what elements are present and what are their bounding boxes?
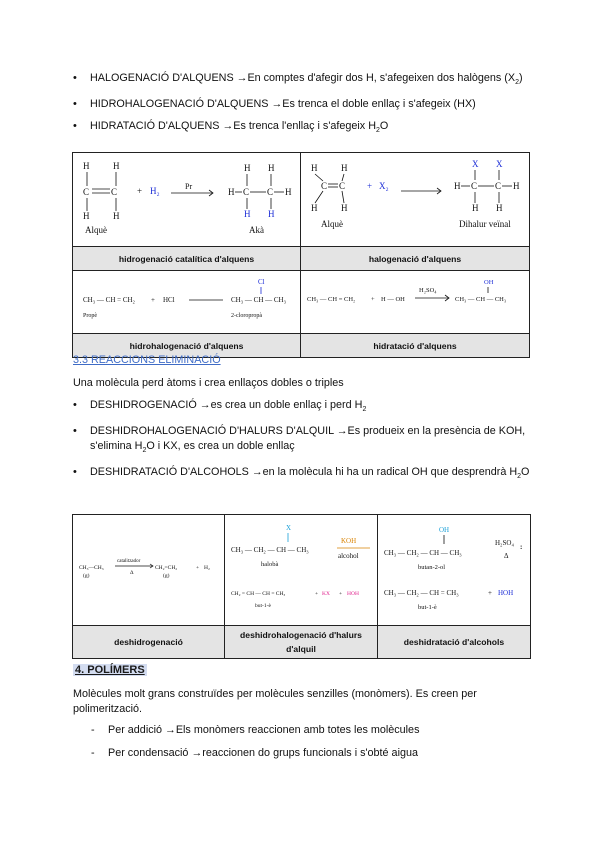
svg-text:H: H: [113, 211, 120, 221]
svg-text:Δ: Δ: [504, 552, 509, 560]
x2-reagent: X₂: [379, 181, 389, 191]
svg-text:Alquè: Alquè: [321, 219, 343, 229]
list-item: • DESHIDRATACIÓ D'ALCOHOLS →en la molècula hi ha un radical OH que desprendrà $H_2O$: [90, 465, 530, 484]
list-item: • DESHIDROGENACIÓ →es crea un doble enllaç i perd $H_2$: [90, 398, 530, 417]
svg-text:CH₃ — CH = CH₂: CH₃ — CH = CH₂: [307, 296, 356, 303]
svg-text:+: +: [315, 591, 319, 597]
svg-text:CH₃ — CH₂ — CH — CH₃: CH₃ — CH₂ — CH — CH₃: [384, 549, 462, 557]
svg-text:(g): (g): [163, 573, 170, 579]
svg-text:+: +: [151, 296, 155, 304]
svg-text:CH₃ — CH — CH₃: CH₃ — CH — CH₃: [455, 296, 507, 303]
svg-text:H: H: [83, 211, 90, 221]
hydrogenation-diagram: [73, 153, 300, 241]
svg-text:Pr: Pr: [185, 182, 193, 191]
svg-text:C: C: [111, 187, 118, 197]
svg-text:Cl: Cl: [258, 278, 265, 286]
table-caption: hidrohalogenació d'alquens: [73, 334, 301, 358]
section-heading: 4. POLÍMERS: [75, 664, 145, 676]
svg-text::: :: [520, 543, 523, 551]
svg-text:Δ: Δ: [130, 570, 134, 576]
svg-text:H: H: [311, 163, 318, 173]
svg-text:(g): (g): [83, 573, 90, 579]
svg-text:H: H: [472, 203, 479, 213]
svg-text:H — OH: H — OH: [381, 296, 405, 303]
svg-text:H: H: [113, 161, 120, 171]
hydrohalogenation-figure: [73, 271, 301, 334]
svg-text:H: H: [285, 187, 292, 197]
hydrogenation-figure: [73, 153, 301, 247]
hydration-diagram: [301, 271, 529, 328]
svg-text:halobà: halobà: [261, 561, 279, 568]
svg-text:+: +: [196, 565, 200, 571]
svg-text:KOH: KOH: [341, 537, 357, 545]
svg-text:X: X: [496, 159, 503, 169]
svg-text:but-1-è: but-1-è: [418, 604, 437, 611]
alquens-reactions-list: [90, 71, 530, 145]
list-item: • HIDROHALOGENACIÓ D'ALQUENS →Es trenca el doble enllaç i s'afegeix (HX): [90, 97, 530, 112]
svg-text:Dihalur veïnal: Dihalur veïnal: [459, 219, 511, 229]
polymer-types-list: [108, 723, 538, 769]
dehydrohalogenation-diagram: [225, 515, 377, 620]
svg-text:CH₂=CH₂: CH₂=CH₂: [155, 565, 178, 571]
svg-text:HOH: HOH: [498, 589, 514, 597]
svg-text:H: H: [311, 203, 318, 213]
table-caption: hidrogenació catalítica d'alquens: [73, 247, 301, 271]
svg-text:+: +: [339, 591, 343, 597]
section-subtitle: 3.3 REACCIONS ELIMINACIÓ: [73, 354, 221, 366]
svg-text:KX: KX: [322, 591, 330, 597]
table-caption: hidratació d'alquens: [301, 334, 530, 358]
hydrohalogenation-diagram: [73, 271, 300, 328]
halogenation-figure: [301, 153, 530, 247]
hydration-figure: [301, 271, 530, 334]
svg-text:C: C: [321, 181, 328, 191]
svg-text:HCl: HCl: [163, 296, 175, 304]
svg-text:Propè: Propè: [83, 313, 97, 319]
svg-text:H: H: [244, 163, 251, 173]
svg-text:CH₃ — CH₂ — CH — CH₃: CH₃ — CH₂ — CH — CH₃: [231, 546, 309, 554]
svg-text:H: H: [341, 203, 348, 213]
svg-text:but-1-è: but-1-è: [255, 603, 271, 609]
alkene-label: Alquè: [85, 225, 107, 235]
svg-text:+: +: [371, 296, 375, 303]
svg-text:C: C: [267, 187, 274, 197]
svg-text:CH₃ — CH — CH₃: CH₃ — CH — CH₃: [231, 296, 287, 304]
table-caption: halogenació d'alquens: [301, 247, 530, 271]
list-item: - Per condensació →reaccionen do grups funcionals i s'obté aigua: [108, 746, 538, 761]
dehydration-figure: [378, 515, 531, 626]
svg-text:H: H: [83, 161, 90, 171]
dehydration-diagram: [378, 515, 530, 620]
elimination-reactions-table: [72, 514, 531, 659]
svg-text:X: X: [286, 524, 292, 532]
svg-text:H₂: H₂: [204, 565, 210, 571]
list-item: • DESHIDROHALOGENACIÓ D'HALURS D'ALQUIL →Es produeix en la presència de KOH, s'elimina $H_2O$ i KX, es crea un doble enllaç: [90, 424, 530, 458]
svg-text:+: +: [488, 589, 492, 597]
table-caption: deshidrohalogenació d'halurs d'alquil: [225, 626, 378, 659]
dehydrogenation-figure: [73, 515, 225, 626]
svg-text:alcohol: alcohol: [338, 552, 359, 560]
svg-text:C: C: [243, 187, 250, 197]
svg-text:H: H: [244, 209, 251, 219]
svg-text:+: +: [137, 186, 143, 196]
svg-text:H: H: [341, 163, 348, 173]
svg-text:H: H: [496, 203, 503, 213]
elimination-reactions-list: [90, 398, 530, 491]
section-intro: Una molècula perd àtoms i crea enllaços dobles o triples: [73, 377, 344, 389]
svg-text:H: H: [268, 209, 275, 219]
halogenation-diagram: [301, 153, 529, 241]
svg-text:+: +: [367, 181, 373, 191]
svg-text:OH: OH: [439, 526, 450, 534]
h2-reagent: H₂: [150, 186, 160, 196]
svg-text:CH₃ — CH₂ — CH = CH₃: CH₃ — CH₂ — CH = CH₃: [384, 589, 459, 597]
table-caption: deshidratació d'alcohols: [378, 626, 531, 659]
svg-text:H: H: [513, 181, 520, 191]
svg-text:H₂SO₄: H₂SO₄: [419, 287, 437, 294]
svg-text:CH₃ — CH = CH₂: CH₃ — CH = CH₂: [83, 296, 136, 304]
table-caption: deshidrogenació: [73, 626, 225, 659]
svg-text:CH₃—CH₃: CH₃—CH₃: [79, 565, 104, 571]
section-intro: Molècules molt grans construïdes per molècules senzilles (monòmers). Es creen per polimerització.: [73, 688, 477, 715]
addition-reactions-table: [72, 152, 530, 358]
svg-text:X: X: [472, 159, 479, 169]
list-item: - Per addició →Els monòmers reaccionen amb totes les molècules: [108, 723, 538, 738]
list-item: • HALOGENACIÓ D'ALQUENS →En comptes d'afegir dos H, s'afegeixen dos halògens $(X_2)$: [90, 71, 530, 90]
svg-text:H₂SO₄: H₂SO₄: [495, 539, 514, 547]
svg-text:C: C: [83, 187, 90, 197]
svg-text:catalitzador: catalitzador: [117, 559, 141, 564]
list-item: • HIDRATACIÓ D'ALQUENS →Es trenca l'enllaç i s'afegeix $H_2O$: [90, 119, 530, 138]
svg-text:C: C: [471, 181, 478, 191]
svg-text:C: C: [339, 181, 346, 191]
svg-text:CH₂ = CH — CH = CH₃: CH₂ = CH — CH = CH₃: [231, 591, 286, 597]
svg-text:HOH: HOH: [347, 591, 359, 597]
alkane-label: Akà: [249, 225, 264, 235]
svg-text:2-cloropropà: 2-cloropropà: [231, 313, 262, 319]
svg-text:OH: OH: [484, 279, 494, 286]
svg-text:butan-2-ol: butan-2-ol: [418, 564, 446, 571]
svg-text:H: H: [228, 187, 235, 197]
dehydrohalogenation-figure: [225, 515, 378, 626]
dehydrogenation-diagram: [73, 515, 224, 620]
svg-text:H: H: [454, 181, 461, 191]
svg-text:H: H: [268, 163, 275, 173]
svg-text:C: C: [495, 181, 502, 191]
